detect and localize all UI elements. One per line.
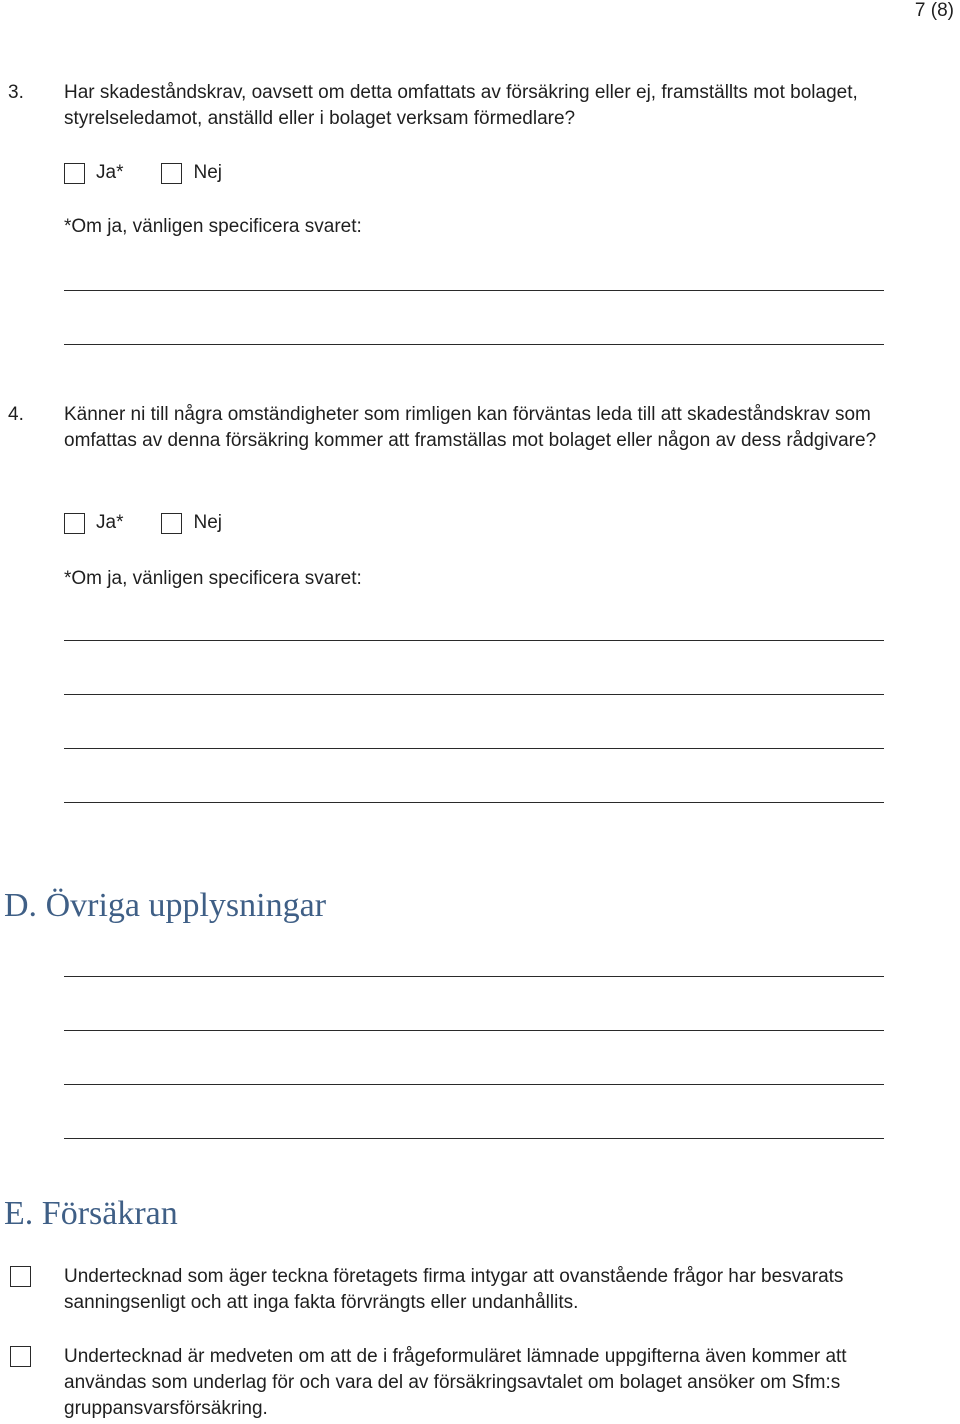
statement-2-text: Undertecknad är medveten om att de i frågeformuläret lämnade uppgifterna även kommer att användas som underlag för och vara del av försäkringsavtalet om bolaget ansöker om Sfm:s gruppansvarsförsäkring. bbox=[64, 1346, 847, 1419]
question-3-number: 3. bbox=[8, 82, 24, 103]
question-3-yes-checkbox[interactable] bbox=[64, 163, 85, 184]
question-4-answer-line[interactable] bbox=[64, 802, 884, 803]
question-4-answer-line[interactable] bbox=[64, 694, 884, 695]
statement-2-checkbox[interactable] bbox=[10, 1346, 31, 1367]
question-4-yes-checkbox[interactable] bbox=[64, 513, 85, 534]
question-4-answer-line[interactable] bbox=[64, 748, 884, 749]
section-e-letter: E. bbox=[4, 1195, 34, 1232]
section-d-title: Övriga upplysningar bbox=[45, 887, 327, 924]
question-4-no-checkbox[interactable] bbox=[161, 513, 182, 534]
question-3-no-label: Nej bbox=[193, 162, 222, 183]
section-d-heading bbox=[4, 886, 326, 926]
question-4-text: Känner ni till några omständigheter som rimligen kan förväntas leda till att skadeståndskrav som omfattas av denna försäkring kommer att framställas mot bolaget eller någon av dess rådgivare? bbox=[64, 404, 877, 451]
question-3-no-checkbox[interactable] bbox=[161, 163, 182, 184]
statement-1-text: Undertecknad som äger teckna företagets firma intygar att ovanstående frågor har besvarats sanningsenligt och att inga fakta förvrängts eller undanhållits. bbox=[64, 1266, 844, 1313]
question-3-text: Har skadeståndskrav, oavsett om detta omfattats av försäkring eller ej, framställts mot bolaget, styrelseledamot, anställd eller i bolaget verksam förmedlare? bbox=[64, 82, 858, 129]
question-3-yes-label: Ja* bbox=[96, 162, 124, 183]
statement-1-checkbox[interactable] bbox=[10, 1266, 31, 1287]
question-4-yes-label: Ja* bbox=[96, 512, 124, 533]
section-e-heading bbox=[4, 1194, 178, 1234]
question-3-answer-line[interactable] bbox=[64, 290, 884, 291]
section-d-answer-line[interactable] bbox=[64, 976, 884, 977]
question-3-specify-label: *Om ja, vänligen specificera svaret: bbox=[64, 216, 362, 237]
question-4-answer-options bbox=[64, 510, 260, 536]
section-e-title: Försäkran bbox=[41, 1195, 178, 1232]
section-d-answer-line[interactable] bbox=[64, 1030, 884, 1031]
question-4-number: 4. bbox=[8, 404, 24, 425]
section-d-letter: D. bbox=[4, 887, 38, 924]
section-d-answer-line[interactable] bbox=[64, 1084, 884, 1085]
question-4-specify-label: *Om ja, vänligen specificera svaret: bbox=[64, 568, 362, 589]
section-d-answer-line[interactable] bbox=[64, 1138, 884, 1139]
question-3-answer-line[interactable] bbox=[64, 344, 884, 345]
page-number: 7 (8) bbox=[914, 0, 954, 21]
question-4-answer-line[interactable] bbox=[64, 640, 884, 641]
question-4-no-label: Nej bbox=[193, 512, 222, 533]
question-3-answer-options bbox=[64, 160, 260, 186]
